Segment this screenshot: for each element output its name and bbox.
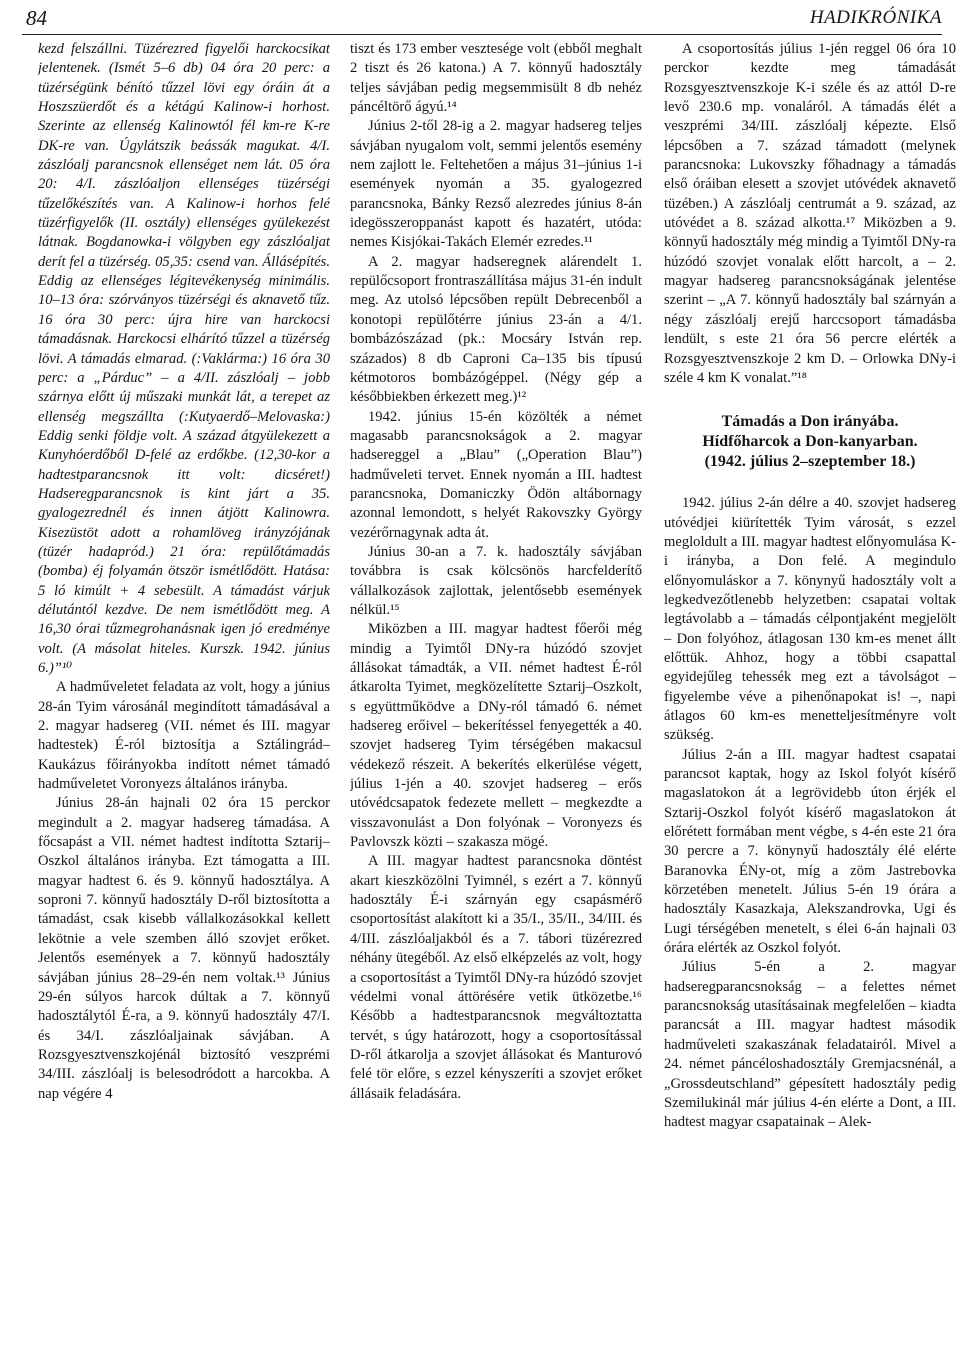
paragraph: A hadműveletet feladata az volt, hogy a június 28-án Tyim városánál megindított támadásával a 2. magyar hadsereg (VII. német és III. magyar hadtestek) É-ról biztosítja a Sztálingrád–Kaukázus főirányokba indított német támadó hadműveletet Voronyezs általános irányba. (38, 679, 330, 793)
diary-excerpt: kezd felszállni. Tüzérezred figyelői harckocsikat jelentenek. (Ismét 5–6 db) 04 óra 20 perc: a tüzérségünk bénító tűzzel lövi egy óráin át a Hoszszüerdőt és a kétágú Kalinow-i horhost. Szerinte az ellenség Kalinowtól fél km-re K-re DK-re van. Úgylátszik beássák magukat. 4/I. zászlóalj parancsnok ellenséget nem lát. 05 óra 20: 4/I. zászlóaljon ellenséges tüzérségi tűzelőkészítés van. A Kalinow-i horhos felé tüzérfigyelők (II. osztály) ellenséges gyülekezést látnak. Bogdanowka-i völgyben egy zászlóaljat derít fel a tüzérség. 05,35: csend van. Állásépítés. Eddig az ellenséges légitevékenység minimális. 10–13 óra: szórványos tüzérségi és aknavető tűz. 16 óra 30 perc: újra hire van harckocsi támadásnak. Harckocsi elhárító tűzzel a tüzérség lövi. A támadás elmarad. (:Vaklárma:) 16 óra 30 perc: a „Párduc” – a 4/II. zászlóalj – jobb szárnya előtt új műszaki munkát lát, a terepet az ellenség megszállta (:Kutyaerdő–Melovaska:) Eddig senki földje volt. A század átgyülekezett a Kunyhóerdőből D-felé az erdőkbe. (12,30-kor a hadtestparancsnok itt volt: dicséret!) Hadseregparancsnok is kint járt a 35. gyalogezrednél és innen átjött Kalinowra. Kisezüstöt adott a rohamlöveg irányzójának (tüzér hadapród.) 21 óra: repülőtámadás (bomba) éj folyamán ötször ismétlődött. Hatása: 5 ló kimúlt + 4 sebesült. A támadást várjuk délutántól kezdve. De nem ismétlődött meg. A 16,30 órai tűzmegrohanásnak igen jó eredménye volt. (A másolat hiteles. Kurszk. 1942. június 6.)”¹⁰ (38, 41, 330, 676)
column-left (38, 40, 330, 1366)
paragraph: Július 5-én a 2. magyar hadseregparancsnokság – a felettes német parancsnokság utasításainak megfelelően – kiadta parancsát a III. magyar hadtest második hadműveleti szakaszának feladatairól. Mivel a 24. német páncéloshadosztály Gremjacsnénál, a „Grossdeutschland” gépesített hadosztály pedig Szemilukinál már július 4-én elérte a Dont, a III. hadtest magyar csapatainak – Alek- (664, 959, 956, 1131)
page-number: 84 (26, 6, 47, 30)
paragraph: Június 28-án hajnali 02 óra 15 perckor megindult a 2. magyar hadsereg támadása. A főcsapást a VII. német hadtest indította Sztarij–Oszkol általános irányba. Ezt támogatta a III. magyar hadtest 6. és 9. könnyű hadosztálya. A soproni 7. könnyű hadosztály D-ről biztosította a támadást, csak kisebb vállalkozásokkal kellett lekötnie a vele szemben álló szovjet erőket. Jelentős események a 7. könnyű hadosztály sávjában június 28–29-én nem voltak.¹³ Június 29-én súlyos harcok dúltak a 7. könnyű hadosztálytól É-ra, a 9. könnyű hadosztály 47/I. és 34/I. zászlóaljainak sávjában. A Rozsgyesztvenszkojénál biztosító veszprémi 34/III. zászlóalj is belesodródott a harcokba. A nap végére 4 (38, 795, 330, 1102)
paragraph: tiszt és 173 ember vesztesége volt (ebből meghalt 2 tiszt és 26 katona.) A 7. könnyű hadosztály teljes sávjában pedig megsemmisült 8 db nehéz páncéltörő ágyú.¹⁴ (350, 41, 642, 116)
paragraph: Június 2-től 28-ig a 2. magyar hadsereg teljes sávjában nyugalom volt, semmi jelentős esemény nem zajlott le. Feltehetően a május 31–június 1-i események nyomán a 35. gyalogezred parancsnoka, Bánky Rezső alezredes június 8-án idegösszeroppanást kapott és hazatért, utóda: nemes Kisjókai-Takách Elemér ezredes.¹¹ (350, 118, 642, 251)
paragraph: A 2. magyar hadseregnek alárendelt 1. repülőcsoport frontraszállítása május 31-én indult meg. Az utolsó lépcsőben repült Debrecenből a konotopi repülőtérre június 23-án a 4/1. bombázószázad (pk.: Mocsáry István rep. százados) 8 db Caproni Ca–135 bis típusú kétmotoros bombázógéppel. (Négy gép a későbbiekben érkezett meg.)¹² (350, 253, 642, 406)
column-middle (350, 40, 642, 1366)
paragraph: 1942. július 2-án délre a 40. szovjet hadsereg utóvédjei kiürítették Tyim városát, s ezzel megloldult a III. magyar hadtest előnyomulása K-i irányba, a Don felé. A megindulo előnyomuláskor a 7. könynyű hadosztály volt a legkedvezőtlenebb helyzetben: csapatai voltak legtávolabb a – támadás célpontjaként megjelölt – Don folyóhoz, átlagosan 130 km-es menet állt előttük. Ahhoz, hogy a többi csapattal egyidejűleg tehessék meg ezt a távolságot – figyelembe véve a pihenőnapokat is! –, napi átlagos 60 km-es menetteljesítményre volt szükség. (664, 495, 956, 744)
paragraph: Miközben a III. magyar hadtest főerői még mindig a Tyimtől DNy-ra húzódó szovjet állásokat támadták, a VII. német hadtest É-ról átkarolta Tyimet, megközelítette Sztarij–Oszkolt, s együttműködve a DNy-ról támadó 6. német hadsereg erőivel – bekerítéssel fenyegették a 40. szovjet hadsereg Tyim térségében makacsul védekező részeit. A bekerítés elkerülése végett, július 1-jén a 40. szovjet hadsereg – erős utóvédcsapatok fedezete mellett – megkezdte a visszavonulást a Don folyónak – Voronyezs és Pavlovszk közti – szakasza mögé. (350, 621, 642, 851)
paragraph: Július 2-án a III. magyar hadtest csapatai parancsot kaptak, hogy az Iskol folyót kísérő magaslatokon át a legrövidebb úton érjék el Sztarij-Oszkol folyót kísérő magaslatokon át előrétett formában ment végbe, s 4-én este 21 óra 30 percre a 7. könynyű hadosztály élé elérte Baranovka ÉNy-ot, míg a zöm Jastrebovka körzetében menetelt. Július 5-én 19 órára a hadosztály Kasazkaja, Alekszandrovka, Ugi és Lugi térségében menetelt, s élei 6-án hajnali 03 órára elérték az Oszkol folyót. (664, 746, 956, 957)
paragraph: A III. magyar hadtest parancsnoka döntést akart kieszközölni Tyimnél, s ezért a 7. könnyű hadosztály É-i szárnyán egy csapásmérő csoportosítást alakított ki a 35/I., 35/II., 34/III. és 4/III. zászlóaljakból és a 7. tábori tüzérezred néhány ütegéből. Az első elképzelés az volt, hogy a csoportosítást a Tyimtől DNy-ra húzódó szovjet védelmi vonal áttörésére vetik ütközetbe.¹⁶ Később a hadtestparancsnok megváltoztatta tervét, s úgy határozott, hogy a csoportosítással D-ről átkarolja a szovjet állásokat és Manturovó felé tör előre, s ezzel kényszeríti a szovjet erőket állásaik feladására. (350, 853, 642, 1102)
section-title (664, 412, 956, 472)
section-title-line: Hídfőharcok a Don-kanyarban. (702, 433, 918, 451)
paragraph: 1942. június 15-én közölték a német magasabb parancsnokságok a 2. magyar hadsereggel a „Blau” („Operation Blau”) hadműveleti tervet. Ennek nyomán a III. hadtest parancsnoka, Domaniczky Ödön altábornagy azonnal lemondott, s helyét Rakovszky György vezérőrnagynak adta át. (350, 408, 642, 541)
section-title-line: (1942. július 2–szeptember 18.) (704, 453, 916, 471)
column-right (664, 40, 956, 1366)
running-title: HADIKRÓNIKA (809, 7, 942, 28)
paragraph: A csoportosítás július 1-jén reggel 06 óra 10 perckor kezdte meg támadását Rozsgyesztvenszkoje K-i széle és az attól D-re levő 230.6 mp. vonaláról. A támadás élét a veszprémi 34/III. zászlóalj képezte. Első lépcsőben a 7. század támadott (melynek parancsnoka: Lukovszky főhadnagy a támadás első óráiban elesett a szovjet utóvédek aknavető tüzében.) A zászlóalj centrumát a 9. század, az utóvédet a 8. század alkotta.¹⁷ Miközben a 9. könnyű hadosztály még mindig a Tyimtől DNy-ra húzódó szovjet vonalak előtt harcolt, a – 2. magyar hadsereg parancsnokságának jelentése szerint – „A 7. könnyű hadosztály bal szárnyán a négy zászlóalj erejű harccsoport támadásba lendült, s este 21 óra 56 percre elérték a Rozsgyesztvenszkoje 2 km D. – Orlowka DNy-i széle 4 km K vonalat.”¹⁸ (664, 41, 956, 386)
paragraph: Június 30-an a 7. k. hadosztály sávjában továbbra is csak kölcsönös harcfelderítő vállalkozások zajlottak, jelentősebb események nélkül.¹⁵ (350, 543, 642, 618)
page-header (22, 4, 942, 35)
section-title-line: Támadás a Don irányába. (721, 413, 899, 431)
